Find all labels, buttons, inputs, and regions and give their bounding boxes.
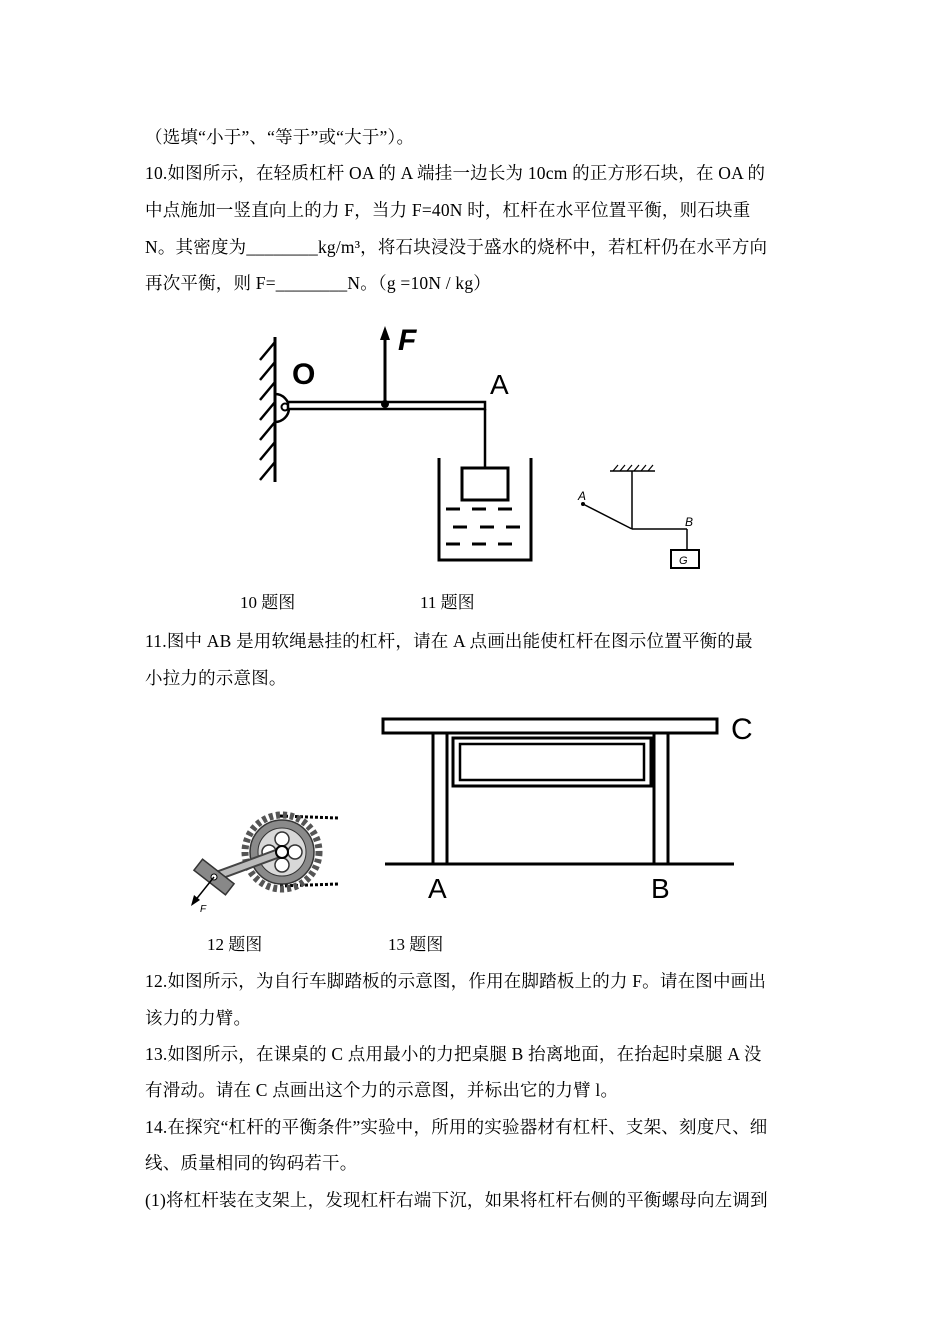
- caption-fig12: 12 题图: [207, 935, 263, 954]
- text-line-14: (1)将杠杆装在支架上，发现杠杆右端下沉，如果将杠杆右侧的平衡螺母向左调到: [145, 1190, 768, 1210]
- fig12-label-f: F: [200, 904, 207, 915]
- text-line-2: 10.如图所示，在轻质杠杆 OA 的 A 端挂一边长为 10cm 的正方形石块，在 OA 的: [145, 163, 766, 183]
- text-line-8: 12.如图所示，为自行车脚踏板的示意图，作用在脚踏板上的力 F。请在图中画出: [145, 971, 767, 991]
- caption-fig10: 10 题图: [240, 593, 296, 612]
- fig10-label-o: O: [292, 358, 316, 391]
- text-line-10: 13.如图所示，在课桌的 C 点用最小的力把桌腿 B 抬离地面，在抬起时桌腿 A 没: [145, 1044, 762, 1064]
- fig10-label-f: F: [398, 324, 417, 357]
- figure-10-lever: [250, 322, 550, 572]
- text-line-6: 11.图中 AB 是用软绳悬挂的杠杆，请在 A 点画出能使杠杆在图示位置平衡的最: [145, 631, 753, 651]
- text-line-4: N。其密度为________kg/m³，将石块浸没于盛水的烧杯中，若杠杆仍在水平方向: [145, 237, 768, 257]
- fig13-label-a: A: [428, 873, 447, 904]
- fig11-label-b: B: [685, 515, 694, 529]
- fig10-label-a: A: [490, 369, 509, 400]
- text-line-7: 小拉力的示意图。: [145, 668, 287, 688]
- fig13-label-c: C: [731, 713, 753, 746]
- text-line-13: 线、质量相同的钩码若干。: [145, 1153, 358, 1173]
- text-line-1: （选填“小于”、“等于”或“大于”）。: [145, 127, 415, 147]
- text-line-12: 14.在探究“杠杆的平衡条件”实验中，所用的实验器材有杠杆、支架、刻度尺、细: [145, 1117, 768, 1137]
- figure-11-lever: [575, 462, 715, 572]
- text-line-5: 再次平衡，则 F=________N。（g =10N / kg）: [145, 273, 492, 293]
- text-line-11: 有滑动。请在 C 点画出这个力的示意图，并标出它的力臂 l。: [145, 1080, 619, 1100]
- text-line-3: 中点施加一竖直向上的力 F，当力 F=40N 时，杠杆在水平位置平衡，则石块重: [145, 200, 751, 220]
- figure-13-desk: [380, 708, 760, 908]
- fig13-label-b: B: [651, 873, 670, 904]
- text-line-9: 该力的力臂。: [145, 1008, 252, 1028]
- caption-fig13: 13 题图: [388, 935, 444, 954]
- figure-12-pedal: [190, 806, 350, 916]
- caption-fig11: 11 题图: [420, 593, 475, 612]
- fig11-label-g: G: [679, 555, 688, 567]
- fig11-label-a: A: [578, 489, 587, 503]
